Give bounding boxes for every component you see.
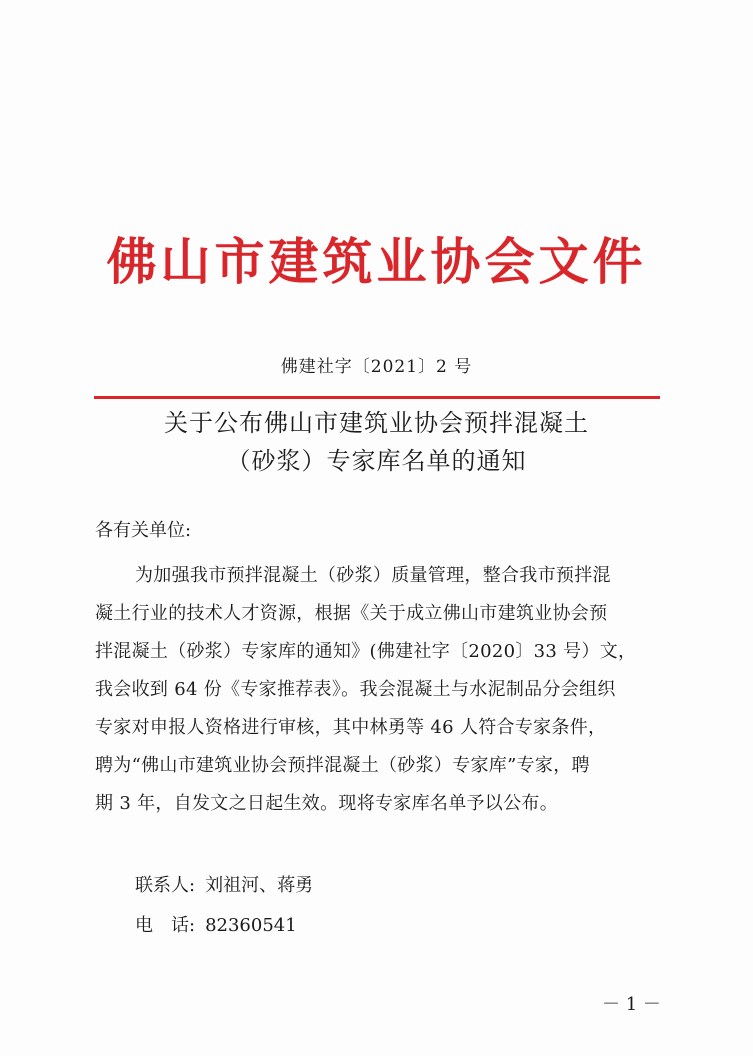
body-line: 聘为“佛山市建筑业协会预拌混凝土（砂浆）专家库”专家，聘 xyxy=(95,755,590,776)
body-line: 凝土行业的技术人才资源，根据《关于成立佛山市建筑业协会预 xyxy=(95,603,608,624)
salutation: 各有关单位: xyxy=(95,520,192,541)
header-divider xyxy=(94,396,660,399)
notice-title-line-1: 关于公布佛山市建筑业协会预拌混凝土 xyxy=(164,409,589,437)
body-line: 为加强我市预拌混凝土（砂浆）质量管理，整合我市预拌混 xyxy=(135,565,611,586)
body-line: 拌混凝土（砂浆）专家库的通知》(佛建社字〔2020〕33 号）文， xyxy=(95,641,637,662)
contact-person xyxy=(135,871,313,897)
page-number: － 1 － xyxy=(602,994,661,1015)
body-line: 期 3 年，自发文之日起生效。现将专家库名单予以公布。 xyxy=(95,793,558,814)
body-line: 专家对申报人资格进行审核，其中林勇等 46 人符合专家条件， xyxy=(95,717,607,738)
body-line: 我会收到 64 份《专家推荐表》。我会混凝土与水泥制品分会组织 xyxy=(95,679,616,700)
contact-phone-value: 82360541 xyxy=(205,915,297,936)
contact-person-value: 刘祖河、蒋勇 xyxy=(205,875,314,896)
document-number: 佛建社字〔2021〕2 号 xyxy=(280,357,473,377)
contact-phone-label: 电 话: xyxy=(135,915,196,936)
notice-title-line-2: （砂浆）专家库名单的通知 xyxy=(226,447,527,475)
contact-phone xyxy=(135,911,297,937)
issuer-header-title: 佛山市建筑业协会文件 xyxy=(106,233,647,291)
contact-person-label: 联系人: xyxy=(135,875,196,896)
